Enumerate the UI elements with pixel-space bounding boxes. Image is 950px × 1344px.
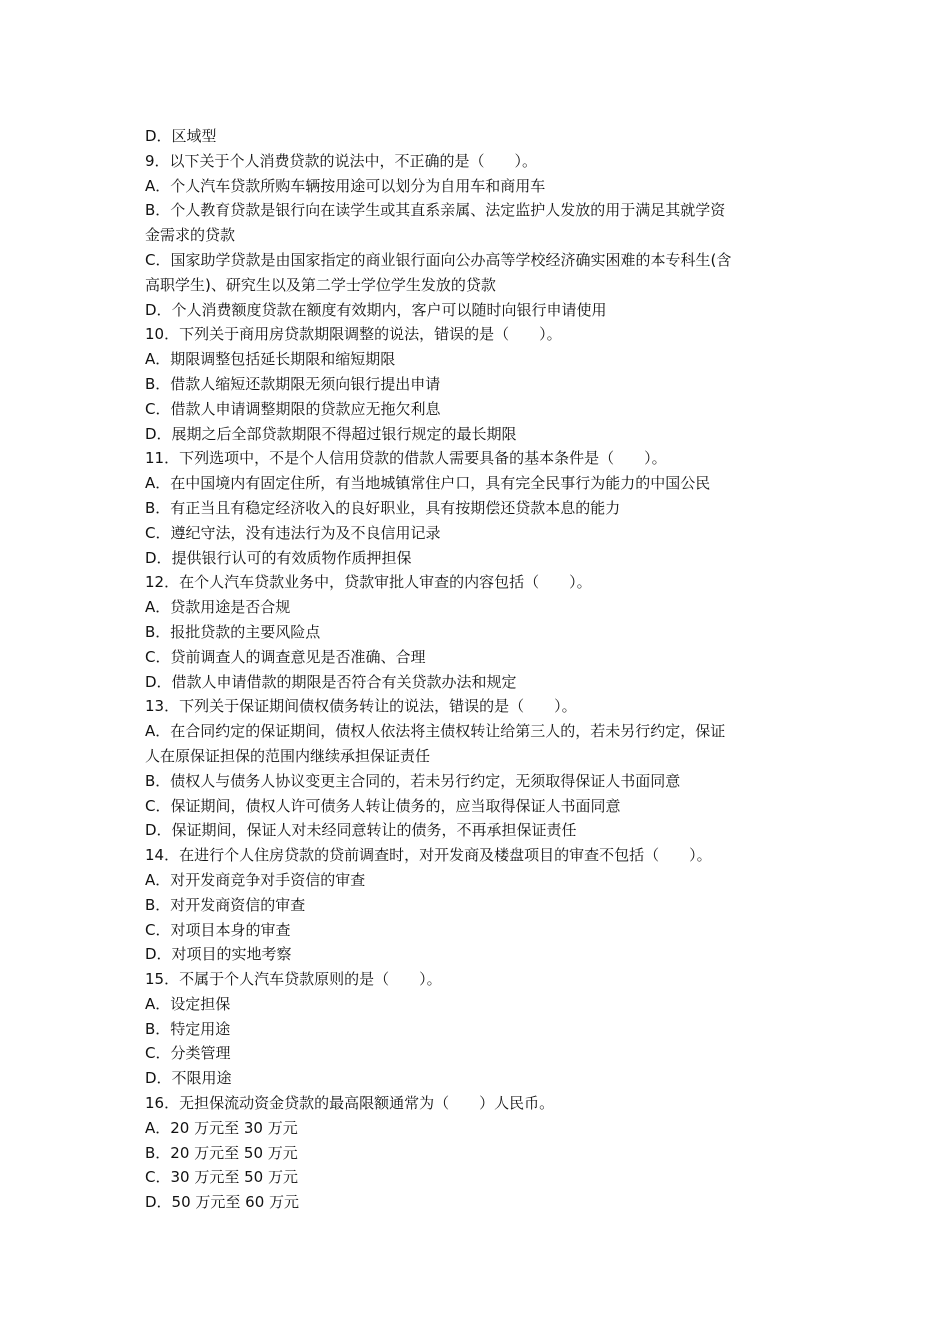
text-line: A．20 万元至 30 万元 (145, 1118, 298, 1137)
text-line: C．国家助学贷款是由国家指定的商业银行面向公办高等学校经济确实困难的本专科生(含 (145, 250, 732, 269)
text-line: 10．下列关于商用房贷款期限调整的说法，错误的是（ ）。 (145, 325, 562, 344)
text-line: 16．无担保流动资金贷款的最高限额通常为（ ）人民币。 (145, 1094, 555, 1113)
text-line: 14．在进行个人住房贷款的贷前调查时，对开发商及楼盘项目的审查不包括（ ）。 (145, 846, 712, 865)
text-line: A．对开发商竞争对手资信的审查 (145, 870, 366, 889)
text-line: D．个人消费额度贷款在额度有效期内，客户可以随时向银行申请使用 (145, 300, 607, 319)
text-line: C．借款人申请调整期限的贷款应无拖欠利息 (145, 399, 441, 418)
text-line: 高职学生)、研究生以及第二学士学位学生发放的贷款 (145, 275, 496, 294)
text-line: B．个人教育贷款是银行向在读学生或其直系亲属、法定监护人发放的用于满足其就学资 (145, 201, 726, 220)
text-line: A．设定担保 (145, 994, 231, 1013)
text-line: A．贷款用途是否合规 (145, 598, 291, 617)
text-line: D．保证期间，保证人对未经同意转让的债务，不再承担保证责任 (145, 821, 577, 840)
text-line: 12．在个人汽车贷款业务中，贷款审批人审查的内容包括（ ）。 (145, 573, 592, 592)
text-line: B．有正当且有稳定经济收入的良好职业，具有按期偿还贷款本息的能力 (145, 498, 621, 517)
text-line: C．对项目本身的审查 (145, 920, 291, 939)
text-line: B．债权人与债务人协议变更主合同的，若未另行约定，无须取得保证人书面同意 (145, 771, 681, 790)
text-line: A．个人汽车贷款所购车辆按用途可以划分为自用车和商用车 (145, 176, 546, 195)
text-line: D．区域型 (145, 127, 217, 145)
text-line: D．提供银行认可的有效质物作质押担保 (145, 548, 412, 567)
document-page (145, 124, 815, 1215)
text-line: 11．下列选项中，不是个人信用贷款的借款人需要具备的基本条件是（ ）。 (145, 449, 667, 468)
text-line: C．分类管理 (145, 1044, 231, 1063)
text-line: 人在原保证担保的范围内继续承担保证责任 (145, 746, 431, 765)
text-line: D．展期之后全部贷款期限不得超过银行规定的最长期限 (145, 424, 517, 443)
text-line: C．保证期间，债权人许可债务人转让债务的，应当取得保证人书面同意 (145, 796, 621, 815)
text-line: A．期限调整包括延长期限和缩短期限 (145, 350, 396, 369)
text-line: B．对开发商资信的审查 (145, 895, 306, 914)
text-line: D．50 万元至 60 万元 (145, 1193, 300, 1212)
text-line: C．遵纪守法，没有违法行为及不良信用记录 (145, 523, 441, 542)
text-line: D．不限用途 (145, 1069, 232, 1088)
text-line: A．在合同约定的保证期间，债权人依法将主债权转让给第三人的，若未另行约定，保证 (145, 722, 726, 741)
text-line: A．在中国境内有固定住所，有当地城镇常住户口，具有完全民事行为能力的中国公民 (145, 474, 711, 493)
text-line: D．对项目的实地考察 (145, 945, 292, 964)
text-line: B．报批贷款的主要风险点 (145, 622, 321, 641)
text-line: B．20 万元至 50 万元 (145, 1143, 298, 1162)
text-line: B．特定用途 (145, 1019, 231, 1038)
text-line: 9．以下关于个人消费贷款的说法中，不正确的是（ ）。 (145, 151, 538, 170)
text-line: B．借款人缩短还款期限无须向银行提出申请 (145, 374, 441, 393)
text-line: C．贷前调查人的调查意见是否准确、合理 (145, 647, 426, 666)
text-line: D．借款人申请借款的期限是否符合有关贷款办法和规定 (145, 672, 517, 691)
text-line: 金需求的贷款 (145, 226, 236, 245)
text-line: C．30 万元至 50 万元 (145, 1168, 298, 1187)
text-line: 13．下列关于保证期间债权债务转让的说法，错误的是（ ）。 (145, 697, 577, 716)
text-line: 15．不属于个人汽车贷款原则的是（ ）。 (145, 970, 442, 989)
